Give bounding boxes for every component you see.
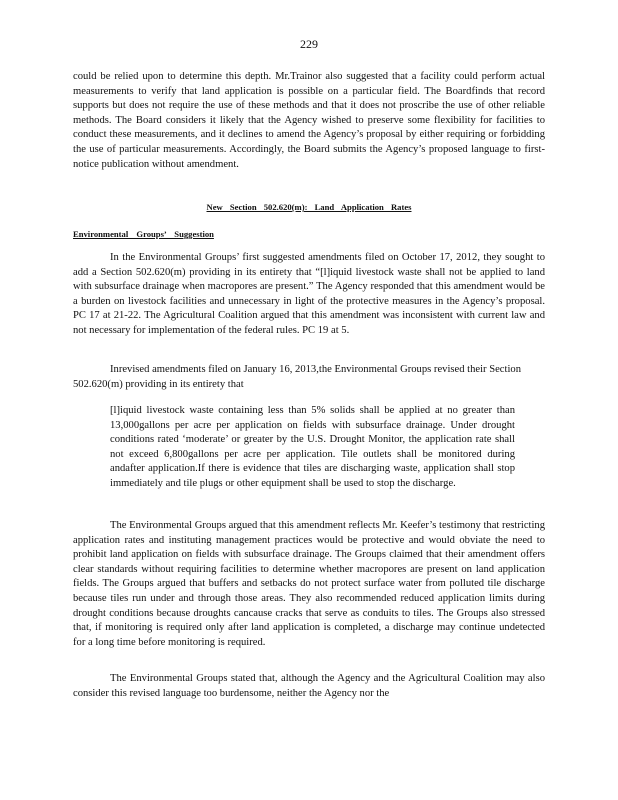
paragraph-text: The Environmental Groups stated that, although the Agency and the Agricultural Coalition may also consider this revised language too burdensome, neither the Agency nor the: [73, 673, 545, 699]
paragraph-revised-amendment: [73, 363, 545, 392]
paragraph-continued: [73, 70, 545, 172]
paragraph-text: The Environmental Groups argued that this amendment reflects Mr. Keefer’s testimony that restricting application rates and instituting management practices would be protective and would obviate the need to prohibit land application on fields with subsurface drainage. The Groups claimed that their amendment offers clear standards without requiring facilities to determine whether macropores are present on land application fields. The Groups argued that buffers and setbacks do not protect surface water from polluted tile discharge because tiles run under and through those areas. They also recommended reduced application limits during drought conditions because droughts cancause cracks that serve as conduits to tiles. The Groups also stressed that, if monitoring is required only after land application is completed, a discharge may continue undetected for a long time before monitoring is required.: [73, 520, 545, 648]
paragraph-text: could be relied upon to determine this depth. Mr.Trainor also suggested that a facility could perform actual measurements to verify that land application is possible on a particular field. The Boardfinds that record supports but does not require the use of these methods and that it does not proscribe the use of other reliable methods. The Board considers it likely that the Agency wished to preserve some flexibility for facilities to conduct these measurements, and it declines to amend the Agency’s proposal by either requiring or forbidding the use of particular measurements. Accordingly, the Board submits the Agency’s proposed language to first-notice publication without amendment.: [73, 71, 545, 170]
paragraph-groups-argument: [73, 519, 545, 650]
block-quote: [110, 404, 515, 492]
paragraph-first-amendment: [73, 251, 545, 339]
paragraph-text: Inrevised amendments filed on January 16, 2013,the Environmental Groups revised their Section 502.620(m) providing in its entirety that: [73, 364, 521, 390]
quote-text: [l]iquid livestock waste containing less than 5% solids shall be applied at no greater than 13,000gallons per acre per application on fields with subsurface drainage. Under drought conditions rated ‘moderate’ or greater by the U.S. Drought Monitor, the application rate shall not exceed 6,800gallons per acre per application. Tile outlets shall be monitored during andafter application.If there is evidence that tiles are discharging waste, application shall stop immediately and tile plugs or other equipment shall be used to stop the discharge.: [110, 405, 515, 489]
page-number: 229: [300, 37, 318, 51]
subsection-heading: Environmental Groups’ Suggestion: [73, 229, 214, 239]
section-heading: New Section 502.620(m): Land Application Rates: [206, 202, 412, 212]
paragraph-groups-statement: [73, 672, 545, 701]
paragraph-text: In the Environmental Groups’ first suggested amendments filed on October 17, 2012, they sought to add a Section 502.620(m) providing in its entirety that “[l]iquid livestock waste shall not be applied to land with subsurface drainage when macropores are present.” The Agency responded that this amendment would be a burden on livestock facilities and unnecessary in light of the protective measures in the Agency’s proposal. PC 17 at 21-22. The Agricultural Coalition argued that this amendment was inconsistent with current law and not necessary for implementation of the federal rules. PC 19 at 5.: [73, 252, 545, 336]
